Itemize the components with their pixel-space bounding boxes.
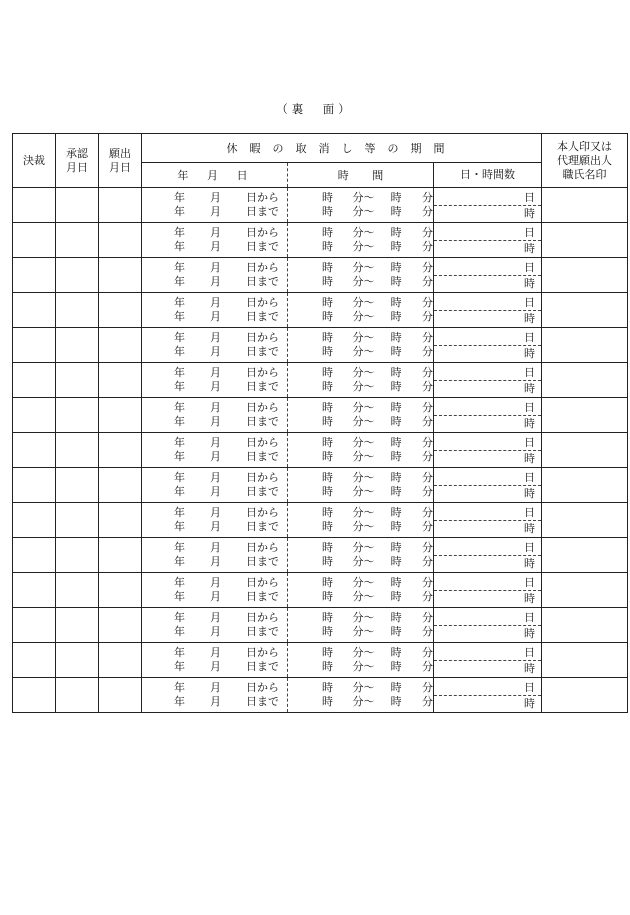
kessai-cell[interactable] <box>13 503 56 538</box>
kessai-cell[interactable] <box>13 293 56 328</box>
day-hour-count-cell[interactable]: 日 時 <box>434 643 542 678</box>
date-range-cell[interactable]: 年 月 日から 年 月 日まで <box>142 363 288 398</box>
table-row <box>13 363 628 398</box>
negaide-date-cell[interactable] <box>99 608 142 643</box>
table-row <box>13 328 628 363</box>
time-range-cell[interactable]: 時 分〜 時 分 時 分〜 時 分 <box>288 223 434 258</box>
negaide-header: 願出 月日 <box>99 134 142 188</box>
table-row <box>13 433 628 468</box>
table-row <box>13 398 628 433</box>
day-hour-count-cell[interactable]: 日 時 <box>434 258 542 293</box>
seal-cell[interactable] <box>542 573 628 608</box>
day-hour-count-cell[interactable]: 日 時 <box>434 468 542 503</box>
time-range-cell[interactable]: 時 分〜 時 分 時 分〜 時 分 <box>288 468 434 503</box>
shonin-header: 承認 月日 <box>56 134 99 188</box>
shonin-date-cell[interactable] <box>56 258 99 293</box>
date-range-cell[interactable]: 年 月 日から 年 月 日まで <box>142 468 288 503</box>
seal-header: 本人印又は 代理願出人 職氏名印 <box>542 134 628 188</box>
date-range-cell[interactable]: 年 月 日から 年 月 日まで <box>142 293 288 328</box>
seal-cell[interactable] <box>542 433 628 468</box>
date-range-cell[interactable]: 年 月 日から 年 月 日まで <box>142 433 288 468</box>
negaide-date-cell[interactable] <box>99 433 142 468</box>
day-hour-count-cell[interactable]: 日 時 <box>434 223 542 258</box>
date-range-cell[interactable]: 年 月 日から 年 月 日まで <box>142 223 288 258</box>
shonin-date-cell[interactable] <box>56 643 99 678</box>
time-range-cell[interactable]: 時 分〜 時 分 時 分〜 時 分 <box>288 678 434 713</box>
date-range-cell[interactable]: 年 月 日から 年 月 日まで <box>142 678 288 713</box>
negaide-date-cell[interactable] <box>99 678 142 713</box>
kessai-cell[interactable] <box>13 363 56 398</box>
page-label: （裏 面） <box>276 102 354 116</box>
shonin-date-cell[interactable] <box>56 503 99 538</box>
negaide-date-cell[interactable] <box>99 328 142 363</box>
seal-cell[interactable] <box>542 293 628 328</box>
day-hour-count-cell[interactable]: 日 時 <box>434 433 542 468</box>
kessai-cell[interactable] <box>13 468 56 503</box>
negaide-date-cell[interactable] <box>99 258 142 293</box>
shonin-date-cell[interactable] <box>56 538 99 573</box>
seal-cell[interactable] <box>542 468 628 503</box>
date-range-cell[interactable]: 年 月 日から 年 月 日まで <box>142 538 288 573</box>
kessai-cell[interactable] <box>13 258 56 293</box>
day-hour-count-cell[interactable]: 日 時 <box>434 608 542 643</box>
shonin-date-cell[interactable] <box>56 433 99 468</box>
time-range-cell[interactable]: 時 分〜 時 分 時 分〜 時 分 <box>288 293 434 328</box>
shonin-date-cell[interactable] <box>56 573 99 608</box>
sub-header-count: 日・時間数 <box>434 163 542 188</box>
time-range-cell[interactable]: 時 分〜 時 分 時 分〜 時 分 <box>288 503 434 538</box>
kessai-cell[interactable] <box>13 398 56 433</box>
seal-cell[interactable] <box>542 258 628 293</box>
shonin-date-cell[interactable] <box>56 468 99 503</box>
shonin-date-cell[interactable] <box>56 608 99 643</box>
negaide-date-cell[interactable] <box>99 503 142 538</box>
table-row <box>13 258 628 293</box>
time-range-cell[interactable]: 時 分〜 時 分 時 分〜 時 分 <box>288 363 434 398</box>
shonin-date-cell[interactable] <box>56 293 99 328</box>
seal-cell[interactable] <box>542 188 628 223</box>
negaide-date-cell[interactable] <box>99 293 142 328</box>
date-range-cell[interactable]: 年 月 日から 年 月 日まで <box>142 608 288 643</box>
day-hour-count-cell[interactable]: 日 時 <box>434 573 542 608</box>
kessai-cell[interactable] <box>13 573 56 608</box>
negaide-date-cell[interactable] <box>99 643 142 678</box>
time-range-cell[interactable]: 時 分〜 時 分 時 分〜 時 分 <box>288 258 434 293</box>
table-row <box>13 643 628 678</box>
kessai-cell[interactable] <box>13 678 56 713</box>
table-row <box>13 293 628 328</box>
kessai-cell[interactable] <box>13 643 56 678</box>
negaide-date-cell[interactable] <box>99 363 142 398</box>
day-hour-count-cell[interactable]: 日 時 <box>434 538 542 573</box>
date-range-cell[interactable]: 年 月 日から 年 月 日まで <box>142 328 288 363</box>
time-range-cell[interactable]: 時 分〜 時 分 時 分〜 時 分 <box>288 433 434 468</box>
time-range-cell[interactable]: 時 分〜 時 分 時 分〜 時 分 <box>288 538 434 573</box>
day-hour-count-cell[interactable]: 日 時 <box>434 363 542 398</box>
date-range-cell[interactable]: 年 月 日から 年 月 日まで <box>142 573 288 608</box>
sub-header-time: 時 間 <box>288 163 434 188</box>
leave-cancellation-table <box>12 133 628 713</box>
date-range-cell[interactable]: 年 月 日から 年 月 日まで <box>142 503 288 538</box>
day-hour-count-cell[interactable]: 日 時 <box>434 398 542 433</box>
table-row <box>13 678 628 713</box>
shonin-date-cell[interactable] <box>56 678 99 713</box>
table-row <box>13 223 628 258</box>
kessai-cell[interactable] <box>13 608 56 643</box>
kessai-cell[interactable] <box>13 538 56 573</box>
kessai-cell[interactable] <box>13 223 56 258</box>
seal-cell[interactable] <box>542 678 628 713</box>
negaide-date-cell[interactable] <box>99 398 142 433</box>
table-row <box>13 538 628 573</box>
table-row <box>13 188 628 223</box>
shonin-date-cell[interactable] <box>56 188 99 223</box>
day-hour-count-cell[interactable]: 日 時 <box>434 188 542 223</box>
day-hour-count-cell[interactable]: 日 時 <box>434 328 542 363</box>
shonin-date-cell[interactable] <box>56 328 99 363</box>
kessai-cell[interactable] <box>13 328 56 363</box>
time-range-cell[interactable]: 時 分〜 時 分 時 分〜 時 分 <box>288 328 434 363</box>
seal-cell[interactable] <box>542 363 628 398</box>
day-hour-count-cell[interactable]: 日 時 <box>434 678 542 713</box>
table-row <box>13 573 628 608</box>
day-hour-count-cell[interactable]: 日 時 <box>434 503 542 538</box>
seal-cell[interactable] <box>542 538 628 573</box>
kessai-cell[interactable] <box>13 188 56 223</box>
date-range-cell[interactable]: 年 月 日から 年 月 日まで <box>142 258 288 293</box>
seal-cell[interactable] <box>542 643 628 678</box>
time-range-cell[interactable]: 時 分〜 時 分 時 分〜 時 分 <box>288 398 434 433</box>
table-row <box>13 468 628 503</box>
time-range-cell[interactable]: 時 分〜 時 分 時 分〜 時 分 <box>288 573 434 608</box>
shonin-date-cell[interactable] <box>56 223 99 258</box>
shonin-date-cell[interactable] <box>56 398 99 433</box>
seal-cell[interactable] <box>542 223 628 258</box>
negaide-date-cell[interactable] <box>99 188 142 223</box>
period-title: 休暇の取消し等の期間 <box>142 134 542 163</box>
kessai-cell[interactable] <box>13 433 56 468</box>
shonin-date-cell[interactable] <box>56 363 99 398</box>
negaide-date-cell[interactable] <box>99 468 142 503</box>
seal-cell[interactable] <box>542 328 628 363</box>
negaide-date-cell[interactable] <box>99 573 142 608</box>
seal-cell[interactable] <box>542 503 628 538</box>
time-range-cell[interactable]: 時 分〜 時 分 時 分〜 時 分 <box>288 608 434 643</box>
seal-cell[interactable] <box>542 398 628 433</box>
time-range-cell[interactable]: 時 分〜 時 分 時 分〜 時 分 <box>288 643 434 678</box>
sub-header-ymd: 年 月 日 <box>142 163 288 188</box>
day-hour-count-cell[interactable]: 日 時 <box>434 293 542 328</box>
negaide-date-cell[interactable] <box>99 223 142 258</box>
seal-cell[interactable] <box>542 608 628 643</box>
date-range-cell[interactable]: 年 月 日から 年 月 日まで <box>142 398 288 433</box>
date-range-cell[interactable]: 年 月 日から 年 月 日まで <box>142 643 288 678</box>
date-range-cell[interactable]: 年 月 日から 年 月 日まで <box>142 188 288 223</box>
time-range-cell[interactable]: 時 分〜 時 分 時 分〜 時 分 <box>288 188 434 223</box>
kessai-header: 決裁 <box>13 134 56 188</box>
negaide-date-cell[interactable] <box>99 538 142 573</box>
table-row <box>13 503 628 538</box>
table-row <box>13 608 628 643</box>
